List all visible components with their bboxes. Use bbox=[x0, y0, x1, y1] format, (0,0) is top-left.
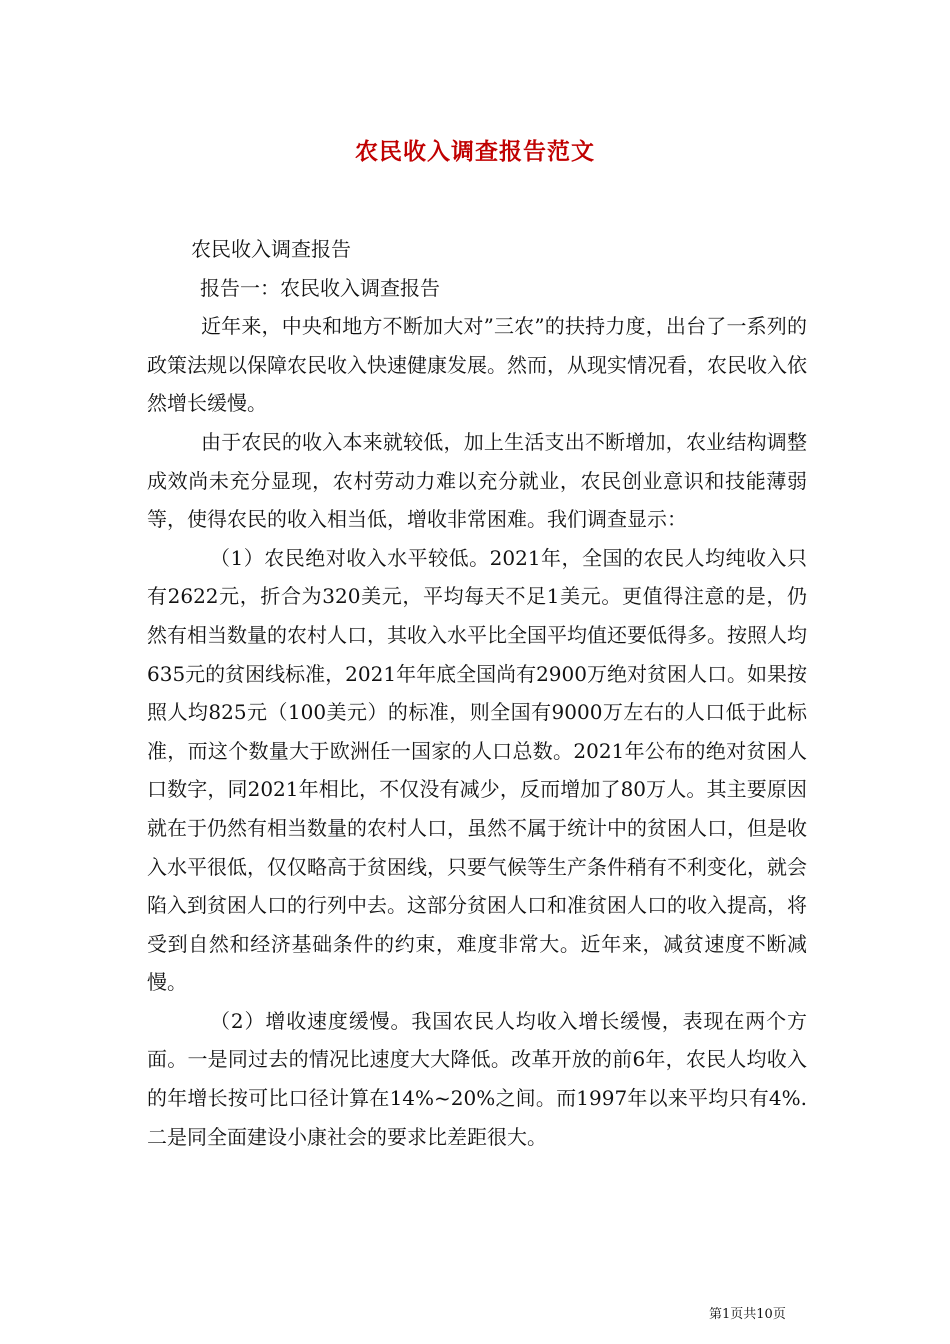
paragraph-intro: 近年来，中央和地方不断加大对”三农”的扶持力度，出台了一系列的政策法规以保障农民收入快速健康发展。然而，从现实情况看，农民收入依然增长缓慢。 bbox=[147, 314, 807, 416]
paragraph-point-2: （2）增收速度缓慢。我国农民人均收入增长缓慢，表现在两个方面。一是同过去的情况比速度大大降低。改革开放的前6年，农民人均收入的年增长按可比口径计算在14%~20%之间。而1997年以来平均只有4%.二是同全面建设小康社会的要求比差距很大。 bbox=[147, 1008, 807, 1149]
report-heading: 农民收入调查报告 bbox=[191, 237, 351, 261]
report-subheading: 报告一：农民收入调查报告 bbox=[200, 275, 440, 300]
page-number-footer: 第1页共10页 bbox=[709, 1307, 786, 1322]
paragraph-point-1: （1）农民绝对收入水平较低。2021年，全国的农民人均纯收入只有2622元，折合为320美元，平均每天不足1美元。更值得注意的是，仍然有相当数量的农村人口，其收入水平比全国平均值还要低得多。按照人均635元的贫困线标准，2021年年底全国尚有2900万绝对贫困人口。如果按照人均825元（100美元）的标准，则全国有9000万左右的人口低于此标准，而这个数量大于欧洲任一国家的人口总数。2021年公布的绝对贫困人口数字，同2021年相比，不仅没有减少，反而增加了80万人。其主要原因就在于仍然有相当数量的农村人口，虽然不属于统计中的贫困人口，但是收入水平很低，仅仅略高于贫困线，只要气候等生产条件稍有不利变化，就会陷入到贫困人口的行列中去。这部分贫困人口和准贫困人口的收入提高，将受到自然和经济基础条件的约束，难度非常大。近年来，减贫速度不断减慢。 bbox=[147, 545, 807, 995]
document-title: 农民收入调查报告范文 bbox=[355, 138, 595, 165]
document-body bbox=[147, 230, 807, 1156]
paragraph-reasons: 由于农民的收入本来就较低，加上生活支出不断增加，农业结构调整成效尚未充分显现，农村劳动力难以充分就业，农民创业意识和技能薄弱等，使得农民的收入相当低，增收非常困难。我们调查显示： bbox=[147, 429, 807, 532]
